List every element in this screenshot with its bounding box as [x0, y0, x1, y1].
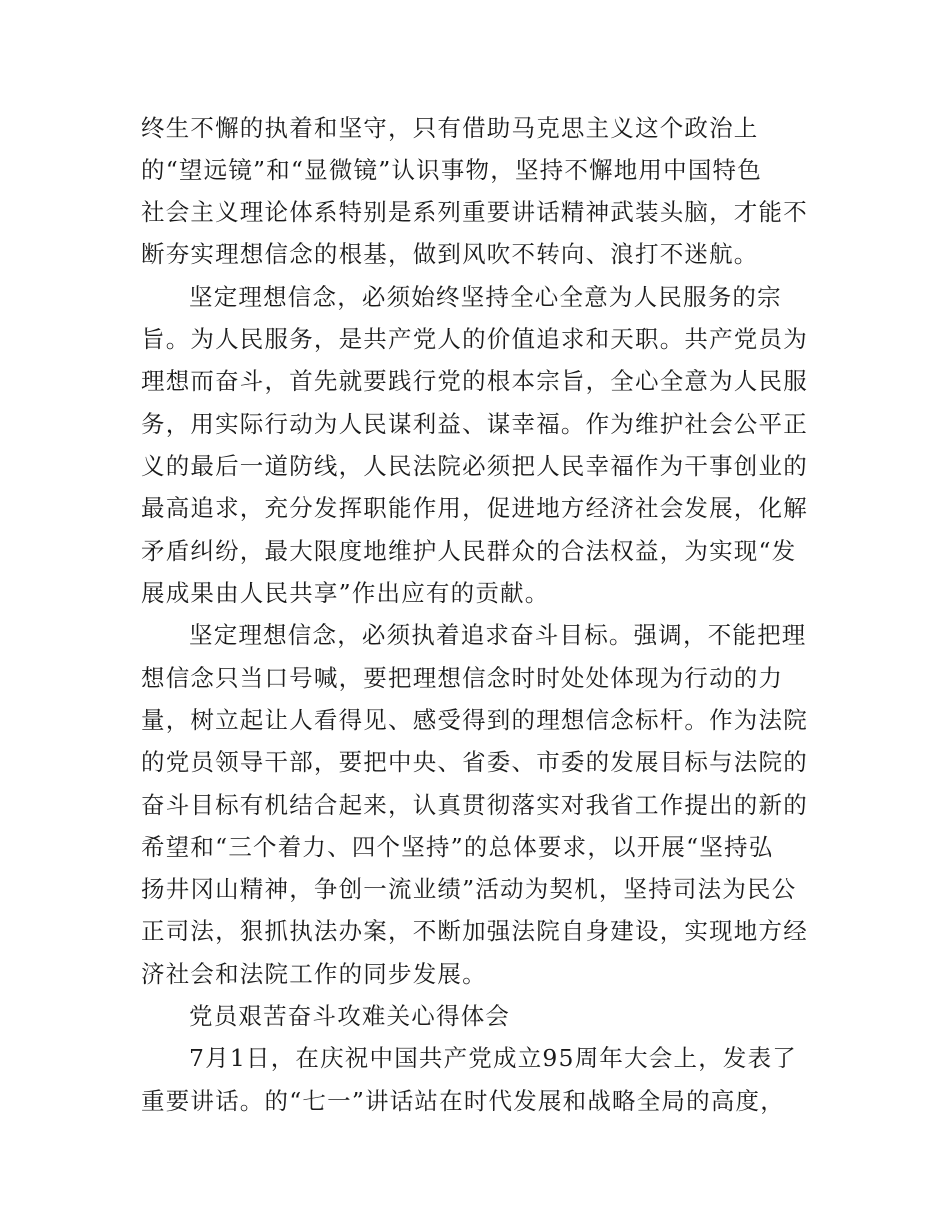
text-line: 终生不懈的执着和坚守，只有借助马克思主义这个政治上 [141, 114, 759, 142]
paragraph-first-line: 7月1日，在庆祝中国共产党成立95周年大会上，发表了 [189, 1044, 798, 1072]
text-line: 理想而奋斗，首先就要践行党的根本宗旨，全心全意为人民服 [141, 367, 808, 395]
text-line: 扬井冈山精神，争创一流业绩”活动为契机，坚持司法为民公 [141, 875, 797, 903]
text-line: 社会主义理论体系特别是系列重要讲话精神武装头脑，才能不 [141, 198, 808, 226]
section-heading: 党员艰苦奋斗攻难关心得体会 [189, 1002, 511, 1030]
text-line: 量，树立起让人看得见、感受得到的理想信念标杆。作为法院 [141, 706, 808, 734]
text-line: 重要讲话。的“七一”讲话站在时代发展和战略全局的高度， [141, 1087, 785, 1115]
text-line: 希望和“三个着力、四个坚持”的总体要求，以开展“坚持弘 [141, 833, 774, 861]
text-line: 济社会和法院工作的同步发展。 [141, 960, 487, 988]
text-line: 展成果由人民共享”作出应有的贡献。 [141, 579, 550, 607]
text-line: 的党员领导干部，要把中央、省委、市委的发展目标与法院的 [141, 748, 808, 776]
text-line: 正司法，狠抓执法办案，不断加强法院自身建设，实现地方经 [141, 917, 808, 945]
paragraph-first-line: 坚定理想信念，必须执着追求奋斗目标。强调，不能把理 [189, 621, 807, 649]
text-line: 最高追求，充分发挥职能作用，促进地方经济社会发展，化解 [141, 494, 808, 522]
text-line: 旨。为人民服务，是共产党人的价值追求和天职。共产党员为 [141, 325, 808, 353]
text-line: 奋斗目标有机结合起来，认真贯彻落实对我省工作提出的新的 [141, 791, 808, 819]
paragraph-first-line: 坚定理想信念，必须始终坚持全心全意为人民服务的宗 [189, 283, 782, 311]
text-line: 矛盾纠纷，最大限度地维护人民群众的合法权益，为实现“发 [141, 537, 797, 565]
text-line: 断夯实理想信念的根基，做到风吹不转向、浪打不迷航。 [141, 240, 759, 268]
text-line: 务，用实际行动为人民谋利益、谋幸福。作为维护社会公平正 [141, 410, 808, 438]
text-line: 想信念只当口号喊，要把理想信念时时处处体现为行动的力 [141, 664, 784, 692]
text-line: 的“望远镜”和“显微镜”认识事物，坚持不懈地用中国特色 [141, 156, 762, 184]
text-line: 义的最后一道防线，人民法院必须把人民幸福作为干事创业的 [141, 452, 808, 480]
